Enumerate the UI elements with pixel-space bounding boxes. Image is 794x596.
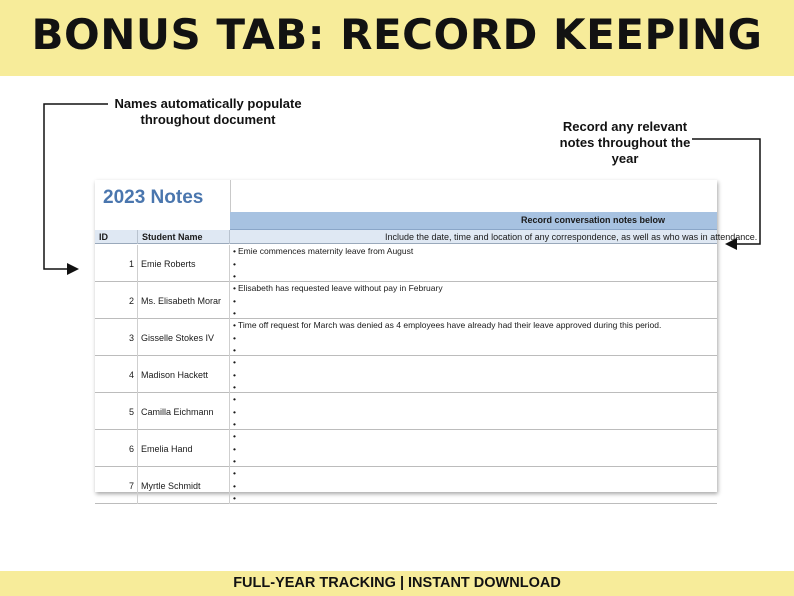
- notes-cell[interactable]: [230, 430, 717, 467]
- note-bullet: [233, 246, 413, 256]
- student-name-cell[interactable]: Gisselle Stokes IV: [138, 319, 230, 356]
- note-bullet: [233, 382, 238, 392]
- banner-title: BONUS TAB: RECORD KEEPING: [31, 10, 763, 59]
- row-id-cell[interactable]: 7: [95, 467, 138, 504]
- row-id-cell[interactable]: 6: [95, 430, 138, 467]
- note-bullet: [233, 308, 238, 318]
- sheet-title: 2023 Notes: [103, 187, 204, 208]
- row-id-cell[interactable]: 1: [95, 245, 138, 282]
- notes-header-label: Record conversation notes below: [520, 215, 665, 225]
- table-row[interactable]: [95, 245, 717, 282]
- note-text: Emie commences maternity leave from August: [237, 246, 414, 256]
- note-bullet: [233, 468, 238, 478]
- bullet-icon: •: [233, 468, 236, 478]
- notes-cell[interactable]: [230, 393, 717, 430]
- note-text: Time off request for March was denied as 4 employees have already had their leave approved during this period.: [237, 320, 662, 330]
- notes-cell[interactable]: [230, 282, 717, 319]
- row-id-cell[interactable]: 2: [95, 282, 138, 319]
- note-bullet: [233, 283, 443, 293]
- bullet-icon: •: [233, 320, 236, 330]
- bottom-banner: [0, 571, 794, 596]
- note-bullet: [233, 444, 238, 454]
- callout-notes: Record any relevant notes throughout the year: [559, 119, 691, 166]
- column-header-row: [95, 230, 758, 244]
- column-header-instructions: Include the date, time and location of any correspondence, as well as who was in attendance.: [385, 232, 758, 242]
- column-divider: [230, 180, 231, 212]
- banner-footer: FULL-YEAR TRACKING | INSTANT DOWNLOAD: [233, 575, 561, 591]
- notes-cell[interactable]: [230, 356, 717, 393]
- column-header-id: ID: [95, 230, 138, 244]
- bullet-icon: •: [233, 431, 236, 441]
- bullet-icon: •: [233, 407, 236, 417]
- note-bullet: [233, 345, 238, 355]
- table-row[interactable]: [95, 282, 717, 319]
- row-id-cell[interactable]: 4: [95, 356, 138, 393]
- table-row[interactable]: [95, 430, 717, 467]
- notes-cell[interactable]: [230, 467, 717, 504]
- notes-cell[interactable]: [230, 319, 717, 356]
- note-bullet: [233, 394, 238, 404]
- table-row[interactable]: [95, 467, 717, 504]
- row-id-cell[interactable]: 5: [95, 393, 138, 430]
- student-name-cell[interactable]: Emie Roberts: [138, 245, 230, 282]
- note-bullet: [233, 407, 238, 417]
- bullet-icon: •: [233, 382, 236, 392]
- bullet-icon: •: [233, 394, 236, 404]
- bullet-icon: •: [233, 357, 236, 367]
- table-row[interactable]: [95, 356, 717, 393]
- student-name-cell[interactable]: Ms. Elisabeth Morar: [138, 282, 230, 319]
- note-bullet: [233, 320, 661, 330]
- bullet-icon: •: [233, 283, 236, 293]
- note-bullet: [233, 271, 238, 281]
- table-row[interactable]: [95, 393, 717, 430]
- bullet-icon: •: [233, 493, 236, 503]
- notes-header: [230, 212, 717, 230]
- note-bullet: [233, 431, 238, 441]
- bullet-icon: •: [233, 456, 236, 466]
- bullet-icon: •: [233, 370, 236, 380]
- bullet-icon: •: [233, 444, 236, 454]
- notes-cell[interactable]: [230, 245, 717, 282]
- note-bullet: [233, 259, 238, 269]
- note-bullet: [233, 493, 238, 503]
- bullet-icon: •: [233, 333, 236, 343]
- note-bullet: [233, 296, 238, 306]
- bullet-icon: •: [233, 481, 236, 491]
- note-bullet: [233, 456, 238, 466]
- note-bullet: [233, 370, 238, 380]
- bullet-icon: •: [233, 296, 236, 306]
- student-name-cell[interactable]: Camilla Eichmann: [138, 393, 230, 430]
- student-name-cell[interactable]: Myrtle Schmidt: [138, 467, 230, 504]
- bullet-icon: •: [233, 271, 236, 281]
- student-name-cell[interactable]: Madison Hackett: [138, 356, 230, 393]
- bullet-icon: •: [233, 259, 236, 269]
- bullet-icon: •: [233, 246, 236, 256]
- student-name-cell[interactable]: Emelia Hand: [138, 430, 230, 467]
- note-bullet: [233, 333, 238, 343]
- note-bullet: [233, 481, 238, 491]
- bullet-icon: •: [233, 308, 236, 318]
- note-text: Elisabeth has requested leave without pay in February: [237, 283, 443, 293]
- note-bullet: [233, 357, 238, 367]
- note-bullet: [233, 419, 238, 429]
- callout-names: Names automatically populate throughout document: [114, 96, 302, 127]
- bullet-icon: •: [233, 345, 236, 355]
- column-header-name: Student Name: [138, 230, 230, 244]
- bullet-icon: •: [233, 419, 236, 429]
- row-id-cell[interactable]: 3: [95, 319, 138, 356]
- table-row[interactable]: [95, 319, 717, 356]
- spreadsheet: [95, 180, 758, 503]
